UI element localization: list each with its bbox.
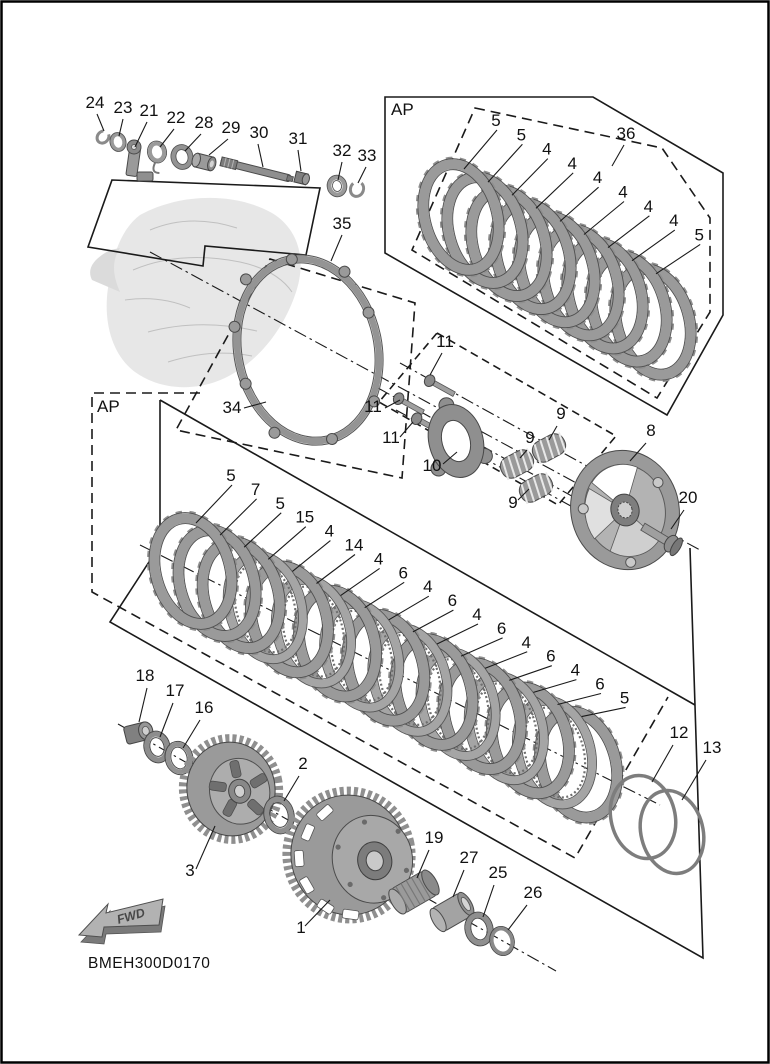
- part-label-17: 17: [165, 681, 185, 700]
- part-label-33: 33: [357, 146, 377, 165]
- part-label-2: 2: [298, 754, 308, 773]
- part-label-11: 11: [436, 332, 454, 351]
- part-label-9: 9: [508, 493, 518, 512]
- part-label-34: 34: [222, 398, 242, 417]
- part-label-21: 21: [139, 101, 159, 120]
- drawing-code: BMEH300D0170: [88, 955, 211, 972]
- part-label-20: 20: [678, 488, 698, 507]
- part-label-36: 36: [616, 124, 636, 143]
- part-label-14: 14: [344, 535, 364, 555]
- part-label-27: 27: [459, 848, 479, 867]
- part-label-28: 28: [194, 113, 214, 132]
- part-label-12: 12: [669, 723, 689, 742]
- part-label-6: 6: [546, 646, 556, 666]
- part-label-13: 13: [702, 738, 722, 757]
- part-label-4: 4: [592, 168, 603, 188]
- part-label-6: 6: [447, 591, 458, 611]
- part-label-5: 5: [275, 493, 285, 513]
- part-label-6: 6: [398, 563, 408, 583]
- part-label-22: 22: [166, 108, 186, 127]
- part-label-10: 10: [422, 456, 442, 475]
- part-label-29: 29: [221, 118, 241, 137]
- part-label-18: 18: [135, 666, 155, 685]
- part-label-11: 11: [364, 397, 382, 416]
- part-label-4: 4: [669, 211, 679, 231]
- part-label-9: 9: [556, 404, 566, 423]
- part-label-7: 7: [250, 479, 261, 499]
- part-label-5: 5: [516, 125, 527, 145]
- part-label-23: 23: [113, 98, 133, 117]
- part-label-24: 24: [85, 93, 105, 112]
- ap-label-middle: AP: [97, 397, 120, 416]
- part-label-4: 4: [643, 196, 654, 216]
- part-label-32: 32: [332, 141, 352, 160]
- part-label-4: 4: [521, 632, 531, 652]
- part-label-4: 4: [472, 605, 482, 624]
- part-label-25: 25: [488, 863, 508, 882]
- part-label-19: 19: [424, 828, 444, 847]
- part-label-6: 6: [496, 618, 507, 638]
- part-label-26: 26: [523, 883, 543, 902]
- part-label-3: 3: [185, 861, 195, 880]
- part-label-4: 4: [542, 139, 552, 159]
- part-label-4: 4: [324, 521, 335, 541]
- part-label-4: 4: [570, 660, 581, 680]
- part-label-6: 6: [595, 674, 605, 694]
- part-label-5: 5: [226, 466, 236, 485]
- part-label-4: 4: [373, 549, 384, 569]
- part-label-31: 31: [288, 129, 308, 148]
- part-label-8: 8: [646, 421, 656, 440]
- part-label-1: 1: [296, 918, 306, 937]
- part-label-5: 5: [694, 225, 704, 245]
- part-label-9: 9: [525, 428, 535, 447]
- fwd-arrow-label: FWD: [115, 905, 147, 927]
- part-label-4: 4: [618, 182, 628, 202]
- part-label-15: 15: [295, 507, 315, 527]
- part-label-4: 4: [423, 577, 433, 597]
- part-label-30: 30: [249, 123, 269, 142]
- part-label-16: 16: [194, 698, 214, 717]
- part-label-5: 5: [619, 688, 630, 708]
- part-label-4: 4: [567, 153, 577, 173]
- part-label-11: 11: [382, 428, 400, 447]
- part-label-5: 5: [491, 111, 501, 130]
- ap-label-top: AP: [391, 100, 414, 119]
- part-label-35: 35: [332, 214, 352, 233]
